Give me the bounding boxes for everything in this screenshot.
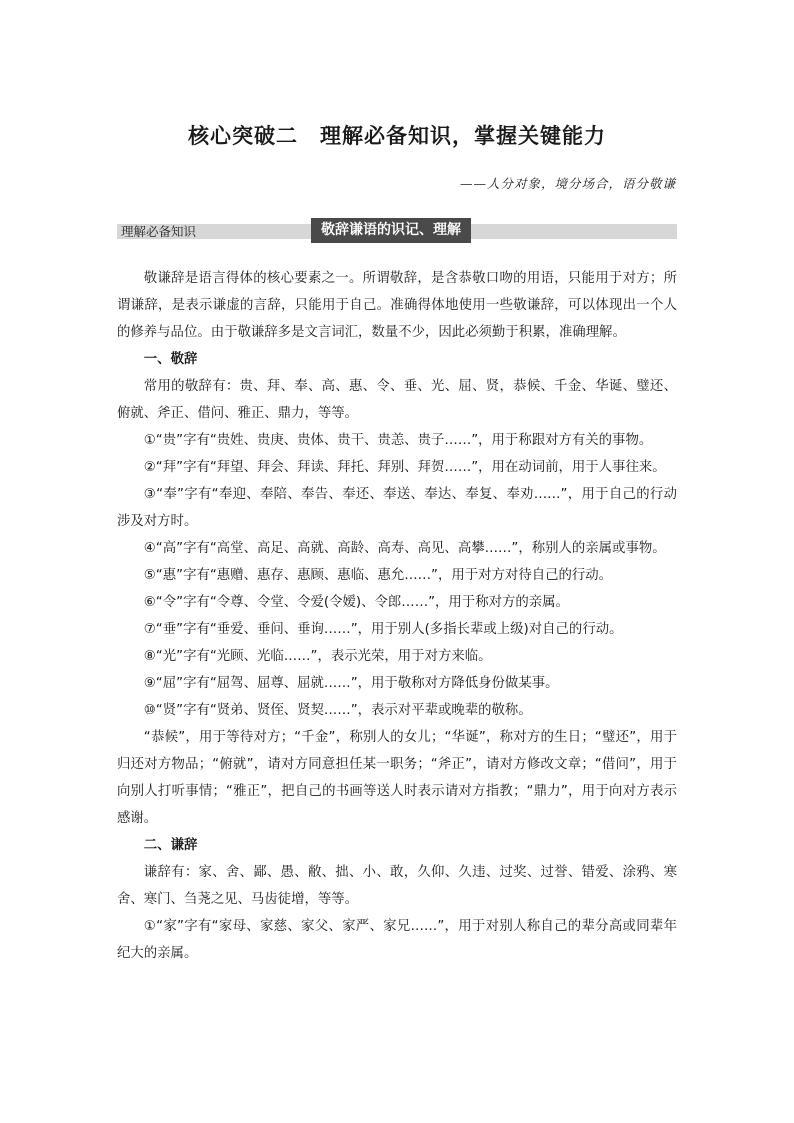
section-heading-humble-words: 二、谦辞 [143,838,198,853]
list-item: ①“贵”字有“贵姓、贵庚、贵体、贵干、贵恙、贵子……”，用于称跟对方有关的事物。 [143,433,653,448]
list-item: ⑤“惠”字有“惠赠、惠存、惠顾、惠临、惠允……”，用于对方对待自己的行动。 [143,568,613,583]
section-category-label: 理解必备知识 [121,224,197,239]
list-item: ⑧“光”字有“光顾、光临……”，表示光荣，用于对方来临。 [143,649,492,664]
intro-paragraph: 敬谦辞是语言得体的核心要素之一。所谓敬辞，是含恭敬口吻的用语，只能用于对方；所谓谦辞，是表示谦虚的言辞，只能用于自己。准确得体地使用一些敬谦辞，可以体现出一个人的修养与品位。由于敬谦辞多是文言词汇，数量不少，因此必须勤于积累，准确理解。 [117,271,677,340]
list-item: ⑦“垂”字有“垂爱、垂问、垂询……”，用于别人(多指长辈或上级)对自己的行动。 [143,622,623,637]
section-bar [117,224,677,239]
paragraph: 常用的敬辞有：贵、拜、奉、高、惠、令、垂、光、屈、贤，恭候、千金、华诞、璧还、俯就、斧正、借问、雅正、鼎力，等等。 [117,379,677,421]
list-item: ⑥“令”字有“令尊、令堂、令爱(令嫒)、令郎……”，用于称对方的亲属。 [143,595,569,610]
list-item: ③“奉”字有“奉迎、奉陪、奉告、奉还、奉送、奉达、奉复、奉劝……”，用于自己的行动涉及对方时。 [117,487,677,529]
list-item: ⑩“贤”字有“贤弟、贤侄、贤契……”，表示对平辈或晚辈的敬称。 [143,703,532,718]
page-title: 核心突破二 理解必备知识，掌握关键能力 [188,123,606,148]
section-topic-tag: 敬辞谦语的识记、理解 [311,218,471,243]
list-item: ⑨“屈”字有“屈驾、屈尊、屈就……”，用于敬称对方降低身份做某事。 [143,676,559,691]
section-heading-honorifics: 一、敬辞 [143,352,198,367]
list-item: ①“家”字有“家母、家慈、家父、家严、家兄……”，用于对别人称自己的辈分高或同辈年纪大的亲属。 [117,919,677,961]
paragraph: 谦辞有：家、舍、鄙、愚、敝、拙、小、敢，久仰、久违、过奖、过誉、错爱、涂鸦、寒舍、寒门、刍荛之见、马齿徒增，等等。 [117,865,677,907]
page-subtitle: ——人分对象，境分场合，语分敬谦 [459,176,676,191]
list-item: ④“高”字有“高堂、高足、高就、高龄、高寿、高见、高攀……”，称别人的亲属或事物。 [143,541,666,556]
paragraph: “恭候”，用于等待对方；“千金”，称别人的女儿；“华诞”，称对方的生日；“璧还”，用于归还对方物品；“俯就”，请对方同意担任某一职务；“斧正”，请对方修改文章；“借问”，用于向别人打听事情；“雅正”，把自己的书画等送人时表示请对方指教；“鼎力”，用于向对方表示感谢。 [117,730,677,826]
list-item: ②“拜”字有“拜望、拜会、拜读、拜托、拜别、拜贺……”，用在动词前，用于人事往来。 [143,460,666,475]
body-content [117,265,677,967]
